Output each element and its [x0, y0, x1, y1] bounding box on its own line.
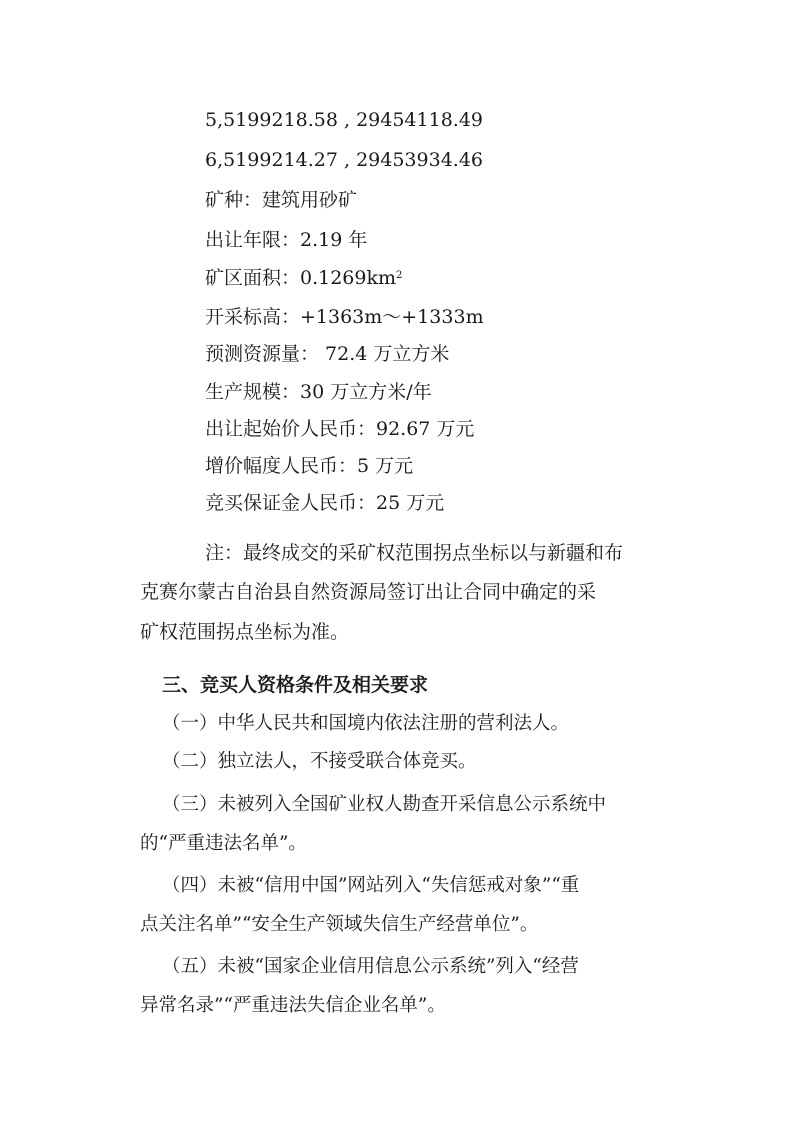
predicted-resources: 预测资源量： 72.4 万立方米 [205, 343, 450, 365]
mining-area [205, 266, 402, 290]
note-line-1: 注：最终成交的采矿权范围拐点坐标以与新疆和布 [205, 542, 624, 564]
requirement-3-line-1: （三）未被列入全国矿业权人勘查开采信息公示系统中 [162, 794, 607, 815]
transfer-period: 出让年限：2.19 年 [205, 229, 368, 251]
note-line-3: 矿权范围拐点坐标为准。 [140, 621, 350, 643]
requirement-3-line-2: 的“严重违法名单”。 [140, 833, 307, 854]
requirement-4-line-2: 点关注名单”“安全生产领域失信生产经营单位”。 [140, 914, 539, 935]
mining-elevation: 开采标高：+1363m～+1333m [205, 306, 484, 328]
production-scale: 生产规模：30 万立方米/年 [205, 381, 432, 403]
mineral-type: 矿种：建筑用砂矿 [205, 189, 358, 211]
starting-price: 出让起始价人民币：92.67 万元 [205, 418, 475, 440]
requirement-5-line-1: （五）未被“国家企业信用信息公示系统”列入“经营 [162, 956, 579, 977]
note-line-2: 克赛尔蒙古自治县自然资源局签订出让合同中确定的采 [140, 581, 597, 603]
requirement-5-line-2: 异常名录”“严重违法失信企业名单”。 [140, 995, 446, 1016]
coordinate-row-5: 5,5199218.58 , 29454118.49 [205, 109, 484, 131]
requirement-1: （一）中华人民共和国境内依法注册的营利法人。 [162, 713, 570, 734]
mining-area-value: 矿区面积：0.1269km [205, 267, 397, 289]
bid-deposit: 竞买保证金人民币：25 万元 [205, 492, 445, 514]
area-superscript: 2 [396, 270, 403, 281]
requirement-4-line-1: （四）未被“信用中国”网站列入“失信惩戒对象”“重 [162, 875, 580, 896]
section-heading: 三、竞买人资格条件及相关要求 [162, 674, 429, 696]
requirement-2: （二）独立法人，不接受联合体竞买。 [162, 751, 477, 772]
price-increment: 增价幅度人民币：5 万元 [205, 455, 414, 477]
coordinate-row-6: 6,5199214.27 , 29453934.46 [205, 149, 484, 171]
